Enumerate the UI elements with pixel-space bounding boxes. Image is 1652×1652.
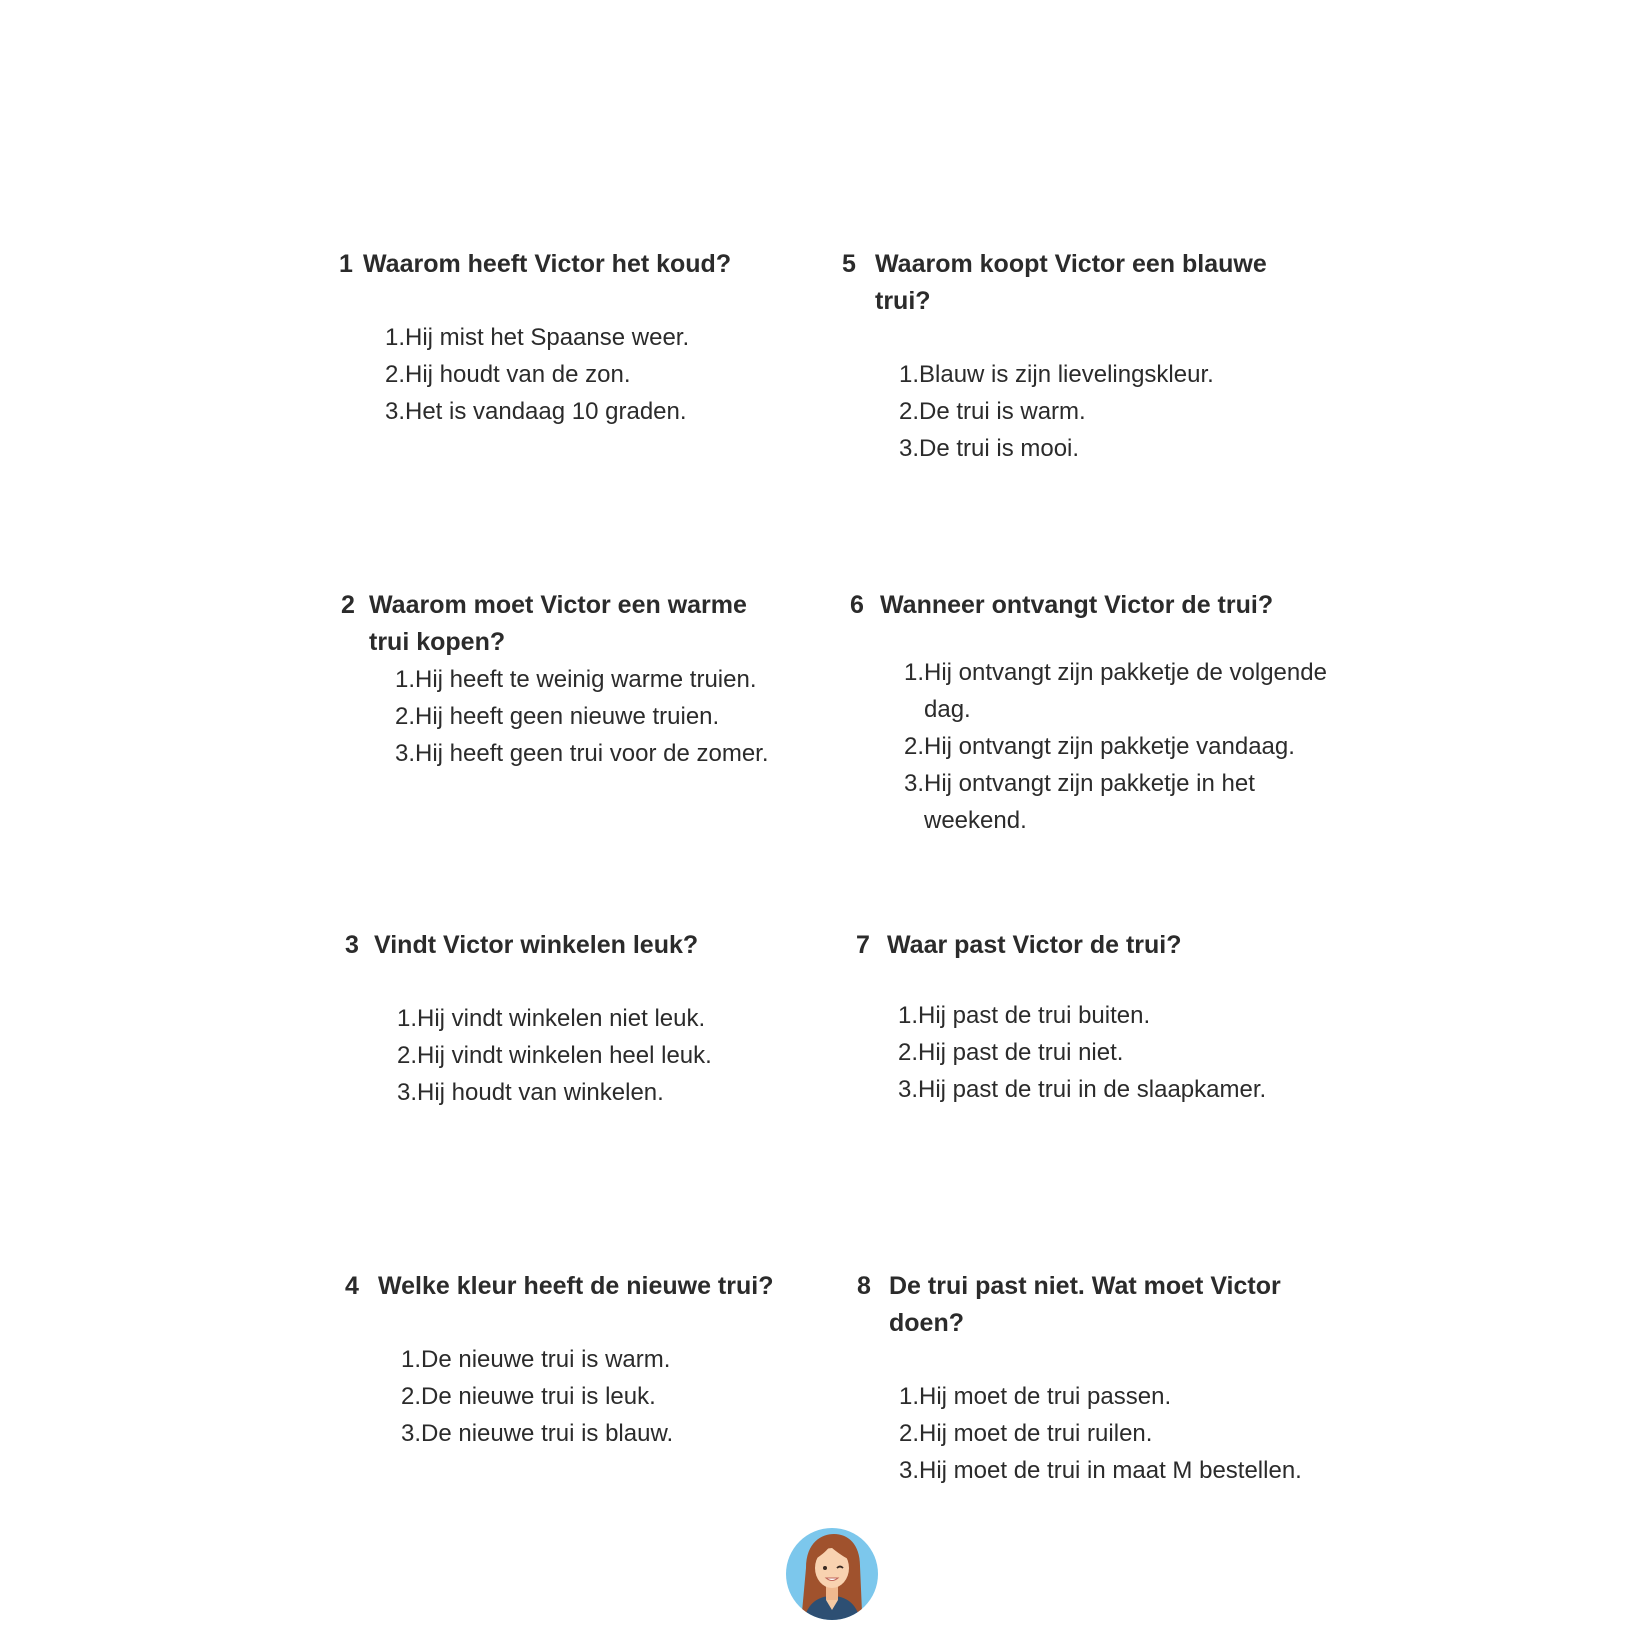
answer-option[interactable] xyxy=(399,1341,785,1378)
question-text: Waarom moet Victor een warme trui kopen? xyxy=(369,591,747,656)
question-number: 2 xyxy=(341,591,355,619)
option-number: 1. xyxy=(400,1346,421,1373)
option-number: 3. xyxy=(898,1457,919,1484)
question-text: Waarom heeft Victor het koud? xyxy=(363,250,732,278)
question-text: Wanneer ontvangt Victor de trui? xyxy=(880,591,1274,619)
question-number: 1 xyxy=(339,250,353,278)
option-number: 2. xyxy=(898,398,919,425)
question-7 xyxy=(856,927,1326,1108)
option-text: Hij ontvangt zijn pakketje de volgende dag. xyxy=(924,659,1327,723)
option-text: Hij heeft te weinig warme truien. xyxy=(415,666,757,693)
question-text: De trui past niet. Wat moet Victor doen? xyxy=(889,1272,1281,1337)
option-text: Hij moet de trui in maat M bestellen. xyxy=(919,1457,1302,1484)
answer-option[interactable] xyxy=(896,1034,1326,1071)
option-number: 1. xyxy=(903,659,924,686)
option-text: Hij houdt van winkelen. xyxy=(417,1079,664,1106)
option-number: 3. xyxy=(898,435,919,462)
option-text: Hij heeft geen nieuwe truien. xyxy=(415,703,720,730)
option-text: Hij past de trui buiten. xyxy=(918,1002,1151,1029)
option-text: Hij past de trui in de slaapkamer. xyxy=(918,1076,1267,1103)
option-text: De nieuwe trui is warm. xyxy=(421,1346,671,1373)
question-heading xyxy=(345,927,765,964)
option-number: 2. xyxy=(400,1383,421,1410)
question-2 xyxy=(341,587,791,772)
option-number: 2. xyxy=(396,1042,417,1069)
answer-option[interactable] xyxy=(393,698,791,735)
answer-option[interactable] xyxy=(896,1071,1326,1108)
question-number: 3 xyxy=(345,931,359,959)
option-number: 2. xyxy=(903,733,924,760)
question-3 xyxy=(345,927,765,1111)
question-number: 4 xyxy=(345,1272,359,1300)
option-number: 2. xyxy=(898,1420,919,1447)
option-text: Hij ontvangt zijn pakketje in het weekend. xyxy=(924,770,1255,834)
answer-option[interactable] xyxy=(395,1037,765,1074)
question-text: Vindt Victor winkelen leuk? xyxy=(374,931,699,959)
answer-option[interactable] xyxy=(399,1415,785,1452)
option-text: Hij ontvangt zijn pakketje vandaag. xyxy=(924,733,1295,760)
answer-option[interactable] xyxy=(395,1074,765,1111)
answer-list xyxy=(399,1341,785,1452)
answer-option[interactable] xyxy=(399,1378,785,1415)
option-text: Hij mist het Spaanse weer. xyxy=(405,324,690,351)
answer-option[interactable] xyxy=(383,393,759,430)
option-text: Hij moet de trui passen. xyxy=(919,1383,1172,1410)
option-text: De nieuwe trui is blauw. xyxy=(421,1420,674,1447)
question-text: Welke kleur heeft de nieuwe trui? xyxy=(378,1272,774,1300)
option-number: 1. xyxy=(898,361,919,388)
question-number: 5 xyxy=(842,250,856,278)
answer-option[interactable] xyxy=(393,661,791,698)
answer-option[interactable] xyxy=(383,356,759,393)
option-text: De trui is mooi. xyxy=(919,435,1080,462)
question-text: Waarom koopt Victor een blauwe trui? xyxy=(875,250,1267,315)
option-number: 3. xyxy=(394,740,415,767)
option-text: Hij vindt winkelen heel leuk. xyxy=(417,1042,712,1069)
answer-list xyxy=(393,661,791,772)
answer-option[interactable] xyxy=(897,1415,1337,1452)
option-text: Het is vandaag 10 graden. xyxy=(405,398,687,425)
option-number: 2. xyxy=(394,703,415,730)
answer-option[interactable] xyxy=(897,1378,1337,1415)
option-number: 1. xyxy=(898,1383,919,1410)
question-heading xyxy=(339,246,759,283)
answer-option[interactable] xyxy=(902,654,1340,728)
option-number: 1. xyxy=(897,1002,918,1029)
avatar-eye-left xyxy=(823,1566,827,1570)
question-heading xyxy=(341,587,791,661)
answer-list xyxy=(897,356,1312,467)
answer-option[interactable] xyxy=(395,1000,765,1037)
question-heading xyxy=(857,1268,1337,1342)
option-text: Hij past de trui niet. xyxy=(918,1039,1124,1066)
option-text: Hij heeft geen trui voor de zomer. xyxy=(415,740,769,767)
option-number: 3. xyxy=(400,1420,421,1447)
answer-option[interactable] xyxy=(896,997,1326,1034)
answer-option[interactable] xyxy=(393,735,791,772)
question-heading xyxy=(850,587,1340,624)
answer-option[interactable] xyxy=(902,765,1340,839)
question-8 xyxy=(857,1268,1337,1489)
question-1 xyxy=(339,246,759,430)
answer-list xyxy=(896,997,1326,1108)
option-number: 2. xyxy=(384,361,405,388)
option-text: De trui is warm. xyxy=(919,398,1086,425)
option-number: 3. xyxy=(903,770,924,797)
option-number: 3. xyxy=(396,1079,417,1106)
question-heading xyxy=(856,927,1326,964)
woman-avatar-icon xyxy=(784,1526,880,1622)
answer-option[interactable] xyxy=(897,356,1312,393)
option-number: 1. xyxy=(394,666,415,693)
answer-option[interactable] xyxy=(897,1452,1337,1489)
answer-option[interactable] xyxy=(383,319,759,356)
question-5 xyxy=(842,246,1312,467)
option-text: Hij vindt winkelen niet leuk. xyxy=(417,1005,706,1032)
option-number: 2. xyxy=(897,1039,918,1066)
option-text: Blauw is zijn lievelingskleur. xyxy=(919,361,1214,388)
answer-option[interactable] xyxy=(902,728,1340,765)
answer-list xyxy=(897,1378,1337,1489)
question-heading xyxy=(842,246,1312,320)
answer-list xyxy=(395,1000,765,1111)
option-number: 3. xyxy=(384,398,405,425)
answer-option[interactable] xyxy=(897,393,1312,430)
question-number: 7 xyxy=(856,931,870,959)
option-number: 1. xyxy=(384,324,405,351)
answer-option[interactable] xyxy=(897,430,1312,467)
question-number: 8 xyxy=(857,1272,871,1300)
option-number: 1. xyxy=(396,1005,417,1032)
option-number: 3. xyxy=(897,1076,918,1103)
option-text: Hij houdt van de zon. xyxy=(405,361,631,388)
question-text: Waar past Victor de trui? xyxy=(887,931,1182,959)
option-text: De nieuwe trui is leuk. xyxy=(421,1383,656,1410)
question-number: 6 xyxy=(850,591,864,619)
answer-list xyxy=(383,319,759,430)
question-4 xyxy=(345,1268,785,1452)
option-text: Hij moet de trui ruilen. xyxy=(919,1420,1153,1447)
question-heading xyxy=(345,1268,785,1305)
question-6 xyxy=(850,587,1340,839)
answer-list xyxy=(902,654,1340,839)
